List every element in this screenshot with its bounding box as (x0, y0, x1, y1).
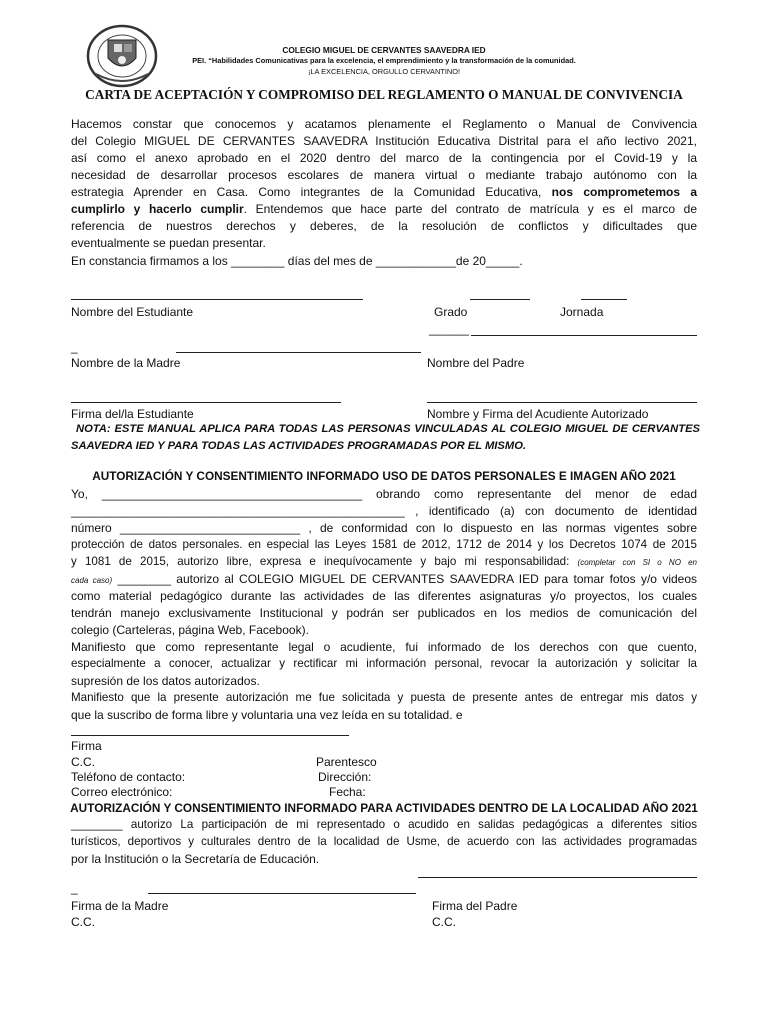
datos-text-line: como material pedagógico durante las actividades de las diferentes asignaturas y/o proyectos, los cuales (71, 589, 697, 603)
carta-text-line: Hacemos constar que conocemos y acatamos plenamente el Reglamento o Manual de Convivencia (71, 117, 697, 131)
datos-hint: cada caso) (71, 576, 113, 585)
carta-bold-text: cumplirlo y hacerlo cumplir (71, 202, 244, 216)
school-motto: ¡LA EXCELENCIA, ORGULLO CERVANTINO! (307, 67, 461, 76)
datos-text: ________ autorizo al COLEGIO MIGUEL DE CERVANTES SAAVEDRA IED para tomar fotos y/o videos (117, 572, 698, 586)
guardian-signature-label: Nombre y Firma del Acudiente Autorizado (427, 407, 649, 421)
pei-statement: PEI. “Habilidades Comunicativas para la excelencia, el emprendimiento y la transformación de la comunidad. (192, 56, 576, 65)
carta-text: . Entendemos que hace parte del contrato de matrícula y es el marco de (243, 202, 698, 216)
mother-cc-label: C.C. (71, 915, 95, 929)
phone-label: Teléfono de contacto: (71, 770, 186, 784)
shift-label: Jornada (560, 305, 604, 319)
father-name-line[interactable] (471, 335, 697, 336)
datos-text-line[interactable]: Yo, _______________________________________ obrando como representante del menor de edad (71, 487, 697, 501)
document-title: CARTA DE ACEPTACIÓN Y COMPROMISO DEL REGLAMENTO O MANUAL DE CONVIVENCIA (85, 87, 683, 102)
datos-cc-label: C.C. (71, 755, 95, 769)
relationship-label: Parentesco (316, 755, 377, 769)
datos-text-line: que la suscribo de forma libre y voluntaria una vez leída en su totalidad. e (71, 708, 463, 722)
mother-underscore: _ (71, 340, 78, 354)
carta-text-line (71, 201, 697, 218)
datos-text-line[interactable]: número ___________________________ , de conformidad con lo dispuesto en las normas vigentes sobre (71, 521, 697, 535)
carta-text-line: del Colegio MIGUEL DE CERVANTES SAAVEDRA Institución Educativa Distrital para el año lectivo 2021, (71, 134, 697, 148)
datos-signature-line[interactable] (71, 735, 349, 736)
student-signature-label: Firma del/la Estudiante (71, 407, 194, 421)
guardian-signature-line[interactable] (427, 402, 697, 403)
localidad-text-line: por la Institución o la Secretaría de Educación. (71, 852, 320, 866)
localidad-text-line[interactable]: ________ autorizo La participación de mi representado o acudido en salidas pedagógicas a diferentes sitios (71, 818, 697, 831)
data-authorization-title: AUTORIZACIÓN Y CONSENTIMIENTO INFORMADO USO DE DATOS PERSONALES E IMAGEN AÑO 2021 (92, 469, 676, 483)
father-name-label: Nombre del Padre (427, 356, 525, 370)
datos-text-line: protección de datos personales. en especial las Leyes 1581 de 2012, 1712 de 2014 y los Decretos 1074 de 2015 (71, 538, 697, 551)
mother-name-line[interactable] (176, 352, 421, 353)
datos-text-line (71, 554, 697, 572)
carta-text: estrategia Aprender en Casa. Como integrantes de la Comunidad Educativa, (71, 185, 542, 199)
address-label: Dirección: (318, 770, 372, 784)
grade-label: Grado (434, 305, 468, 319)
carta-text-line (71, 184, 697, 201)
datos-text-line: especialmente a conocer, actualizar y rectificar mi información personal, revocar la autorización y solicitar la (71, 657, 697, 670)
shift-line[interactable] (581, 299, 627, 300)
mother-name-label: Nombre de la Madre (71, 356, 181, 370)
father-cc-label: C.C. (432, 915, 456, 929)
note-line: SAAVEDRA IED Y PARA TODAS LAS ACTIVIDADES PROGRAMADAS POR EL MISMO. (71, 440, 527, 452)
student-name-line[interactable] (71, 299, 363, 300)
datos-text-line: supresión de los datos autorizados. (71, 674, 260, 688)
father-signature-line[interactable] (418, 877, 697, 878)
datos-text-line[interactable] (71, 571, 697, 590)
datos-hint: (completar con SI o NO en (577, 558, 697, 567)
student-signature-line[interactable] (71, 402, 341, 403)
datos-text-line: tendrán manejo exclusivamente Institucional y podrán ser publicados en los medios de comunicación del (71, 606, 697, 620)
datos-text-line: Manifiesto que la presente autorización me fue solicitada y puesta de presente antes de entregar mis datos y (71, 691, 697, 704)
date-label: Fecha: (329, 785, 366, 799)
datos-signature-label: Firma (71, 739, 102, 753)
student-name-label: Nombre del Estudiante (71, 305, 194, 319)
carta-text-line: así como el anexo aprobado en el 2020 dentro del marco de la contingencia por el Covid-19 y la (71, 151, 697, 165)
carta-text-line: eventualmente se puedan presentar. (71, 236, 266, 250)
localidad-text-line: turísticos, deportivos y culturales dentro de la localidad de Usme, de acuerdo con las actividades programadas (71, 835, 697, 848)
father-signature-label: Firma del Padre (432, 899, 518, 913)
datos-text-line: Manifiesto que como representante legal o acudiente, fui informado de los derechos con que cuento, (71, 640, 697, 654)
constancia-line[interactable]: En constancia firmamos a los ________ días del mes de ____________de 20_____. (71, 254, 523, 268)
email-label: Correo electrónico: (71, 785, 173, 799)
school-name: COLEGIO MIGUEL DE CERVANTES SAAVEDRA IED (282, 45, 486, 55)
datos-text-line[interactable]: __________________________________________________ , identificado (a) con documento de identidad (71, 504, 697, 518)
father-underscore: ______ (429, 322, 470, 336)
datos-text: y 1081 de 2015, autorizo libre, expresa e inequívocamente y bajo mi responsabilidad: (71, 555, 570, 568)
carta-bold-text: nos comprometemos a (551, 185, 697, 199)
mother-signature-line[interactable] (148, 893, 416, 894)
mother-underscore: _ (71, 881, 78, 895)
note-line: NOTA: ESTE MANUAL APLICA PARA TODAS LAS PERSONAS VINCULADAS AL COLEGIO MIGUEL DE CERVANTES (76, 423, 700, 435)
datos-text-line: colegio (Carteleras, página Web, Facebook). (71, 623, 309, 637)
mother-signature-label: Firma de la Madre (71, 899, 169, 913)
local-activities-title: AUTORIZACIÓN Y CONSENTIMIENTO INFORMADO PARA ACTIVIDADES DENTRO DE LA LOCALIDAD AÑO 2021 (70, 801, 698, 815)
carta-text-line: referencia de nuestros derechos y deberes, de la resolución de conflictos y dificultades que (71, 219, 697, 233)
carta-text-line: necesidad de desarrollar procesos escolares de manera virtual o mediante trabajo autónomo con la (71, 168, 697, 182)
grade-line[interactable] (470, 299, 530, 300)
